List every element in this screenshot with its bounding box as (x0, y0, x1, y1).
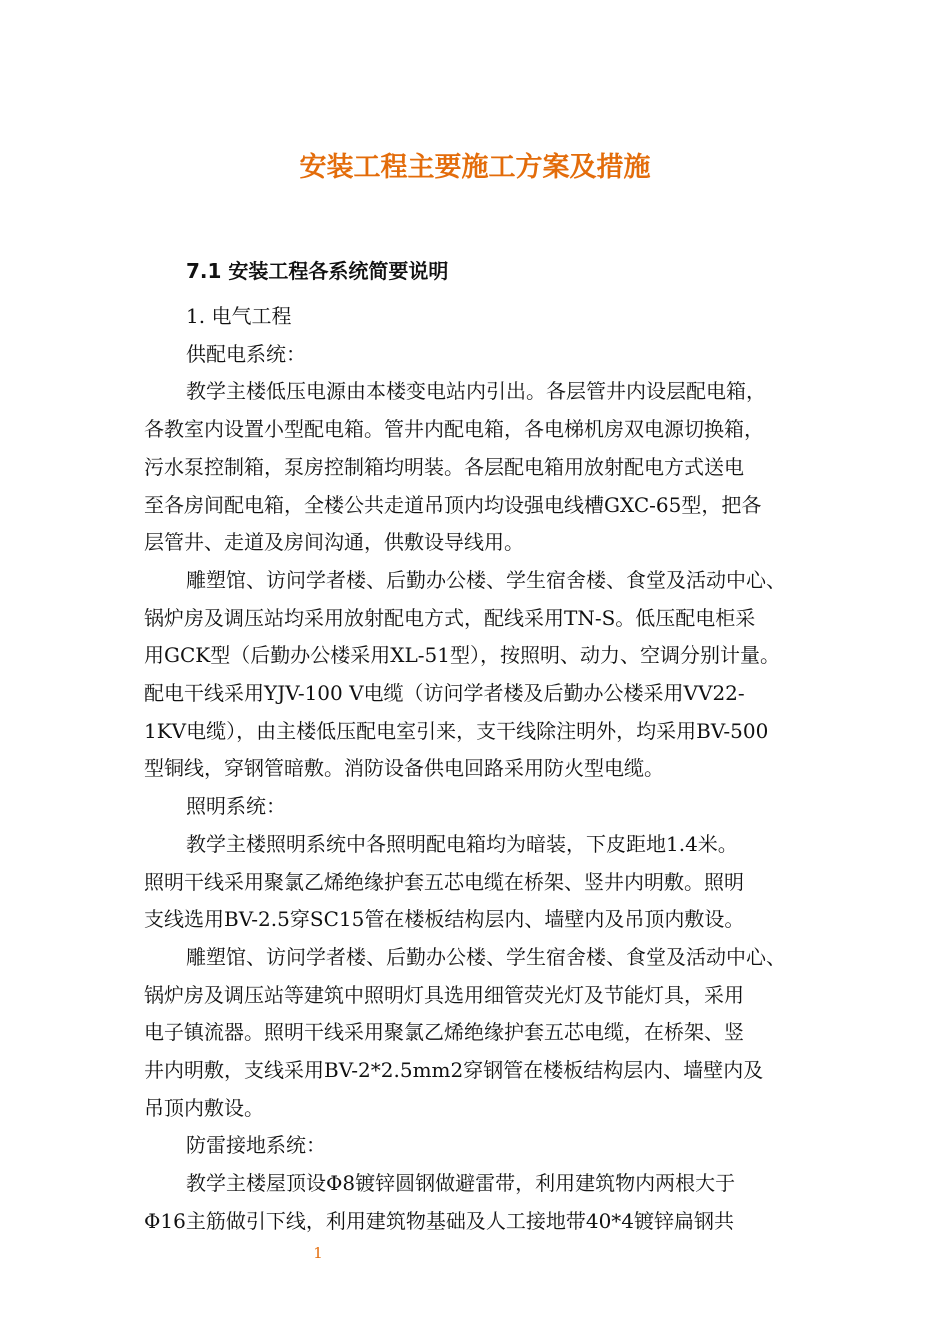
document-title: 安装工程主要施工方案及措施 (299, 152, 651, 183)
text-line: 教学主楼照明系统中各照明配电箱均为暗装，下皮距地1.4米。 (186, 831, 738, 856)
paragraph (144, 373, 824, 562)
text-line: 锅炉房及调压站等建筑中照明灯具选用细管荧光灯及节能灯具，采用 (144, 982, 744, 1007)
text-line: 各教室内设置小型配电箱。管井内配电箱，各电梯机房双电源切换箱， (144, 417, 764, 442)
paragraph (144, 336, 824, 374)
text-line: 用GCK型（后勤办公楼采用XL-51型），按照明、动力、空调分别计量。 (144, 643, 780, 668)
section-heading: 7.1 安装工程各系统简要说明 (186, 259, 449, 283)
text-line: 教学主楼低压电源由本楼变电站内引出。各层管井内设层配电箱， (186, 379, 766, 404)
text-line: 层管井、走道及房间沟通，供敷设导线用。 (144, 530, 524, 555)
text-line: 污水泵控制箱，泵房控制箱均明装。各层配电箱用放射配电方式送电 (144, 454, 744, 479)
paragraph (144, 788, 824, 826)
text-line: 照明干线采用聚氯乙烯绝缘护套五芯电缆在桥架、竖井内明敷。照明 (144, 869, 744, 894)
text-line: 雕塑馆、访问学者楼、后勤办公楼、学生宿舍楼、食堂及活动中心、 (186, 944, 786, 969)
paragraph (144, 939, 824, 1128)
paragraph (144, 1165, 824, 1240)
paragraph (144, 826, 824, 939)
text-line: 防雷接地系统： (186, 1133, 326, 1158)
text-line: 井内明敷，支线采用BV-2*2.5mm2穿钢管在楼板结构层内、墙壁内及 (144, 1058, 764, 1083)
text-line: 照明系统： (186, 794, 286, 819)
text-line: 雕塑馆、访问学者楼、后勤办公楼、学生宿舍楼、食堂及活动中心、 (186, 567, 786, 592)
text-line: 至各房间配电箱，全楼公共走道吊顶内均设强电线槽GXC-65型，把各 (144, 492, 762, 517)
text-line: 吊顶内敷设。 (144, 1095, 264, 1120)
text-line: 锅炉房及调压站均采用放射配电方式，配线采用TN-S。低压配电柜采 (144, 605, 756, 630)
text-line: 1. 电气工程 (186, 304, 292, 328)
text-line: 型铜线，穿钢管暗敷。消防设备供电回路采用防火型电缆。 (144, 756, 664, 781)
text-line: Φ16主筋做引下线，利用建筑物基础及人工接地带40*4镀锌扁钢共 (144, 1208, 735, 1233)
text-line: 电子镇流器。照明干线采用聚氯乙烯绝缘护套五芯电缆，在桥架、竖 (144, 1020, 744, 1045)
body-text (144, 298, 824, 1241)
text-line: 1KV电缆），由主楼低压配电室引来，支干线除注明外，均采用BV-500 (144, 718, 769, 743)
paragraph (144, 298, 824, 336)
text-line: 配电干线采用YJV-100 V电缆（访问学者楼及后勤办公楼采用VV22- (144, 681, 745, 706)
paragraph (144, 562, 824, 788)
text-line: 供配电系统： (186, 341, 306, 366)
text-line: 教学主楼屋顶设Φ8镀锌圆钢做避雷带，利用建筑物内两根大于 (186, 1171, 736, 1196)
page-number: 1 (313, 1244, 323, 1262)
paragraph (144, 1127, 824, 1165)
text-line: 支线选用BV-2.5穿SC15管在楼板结构层内、墙壁内及吊顶内敷设。 (144, 907, 745, 932)
